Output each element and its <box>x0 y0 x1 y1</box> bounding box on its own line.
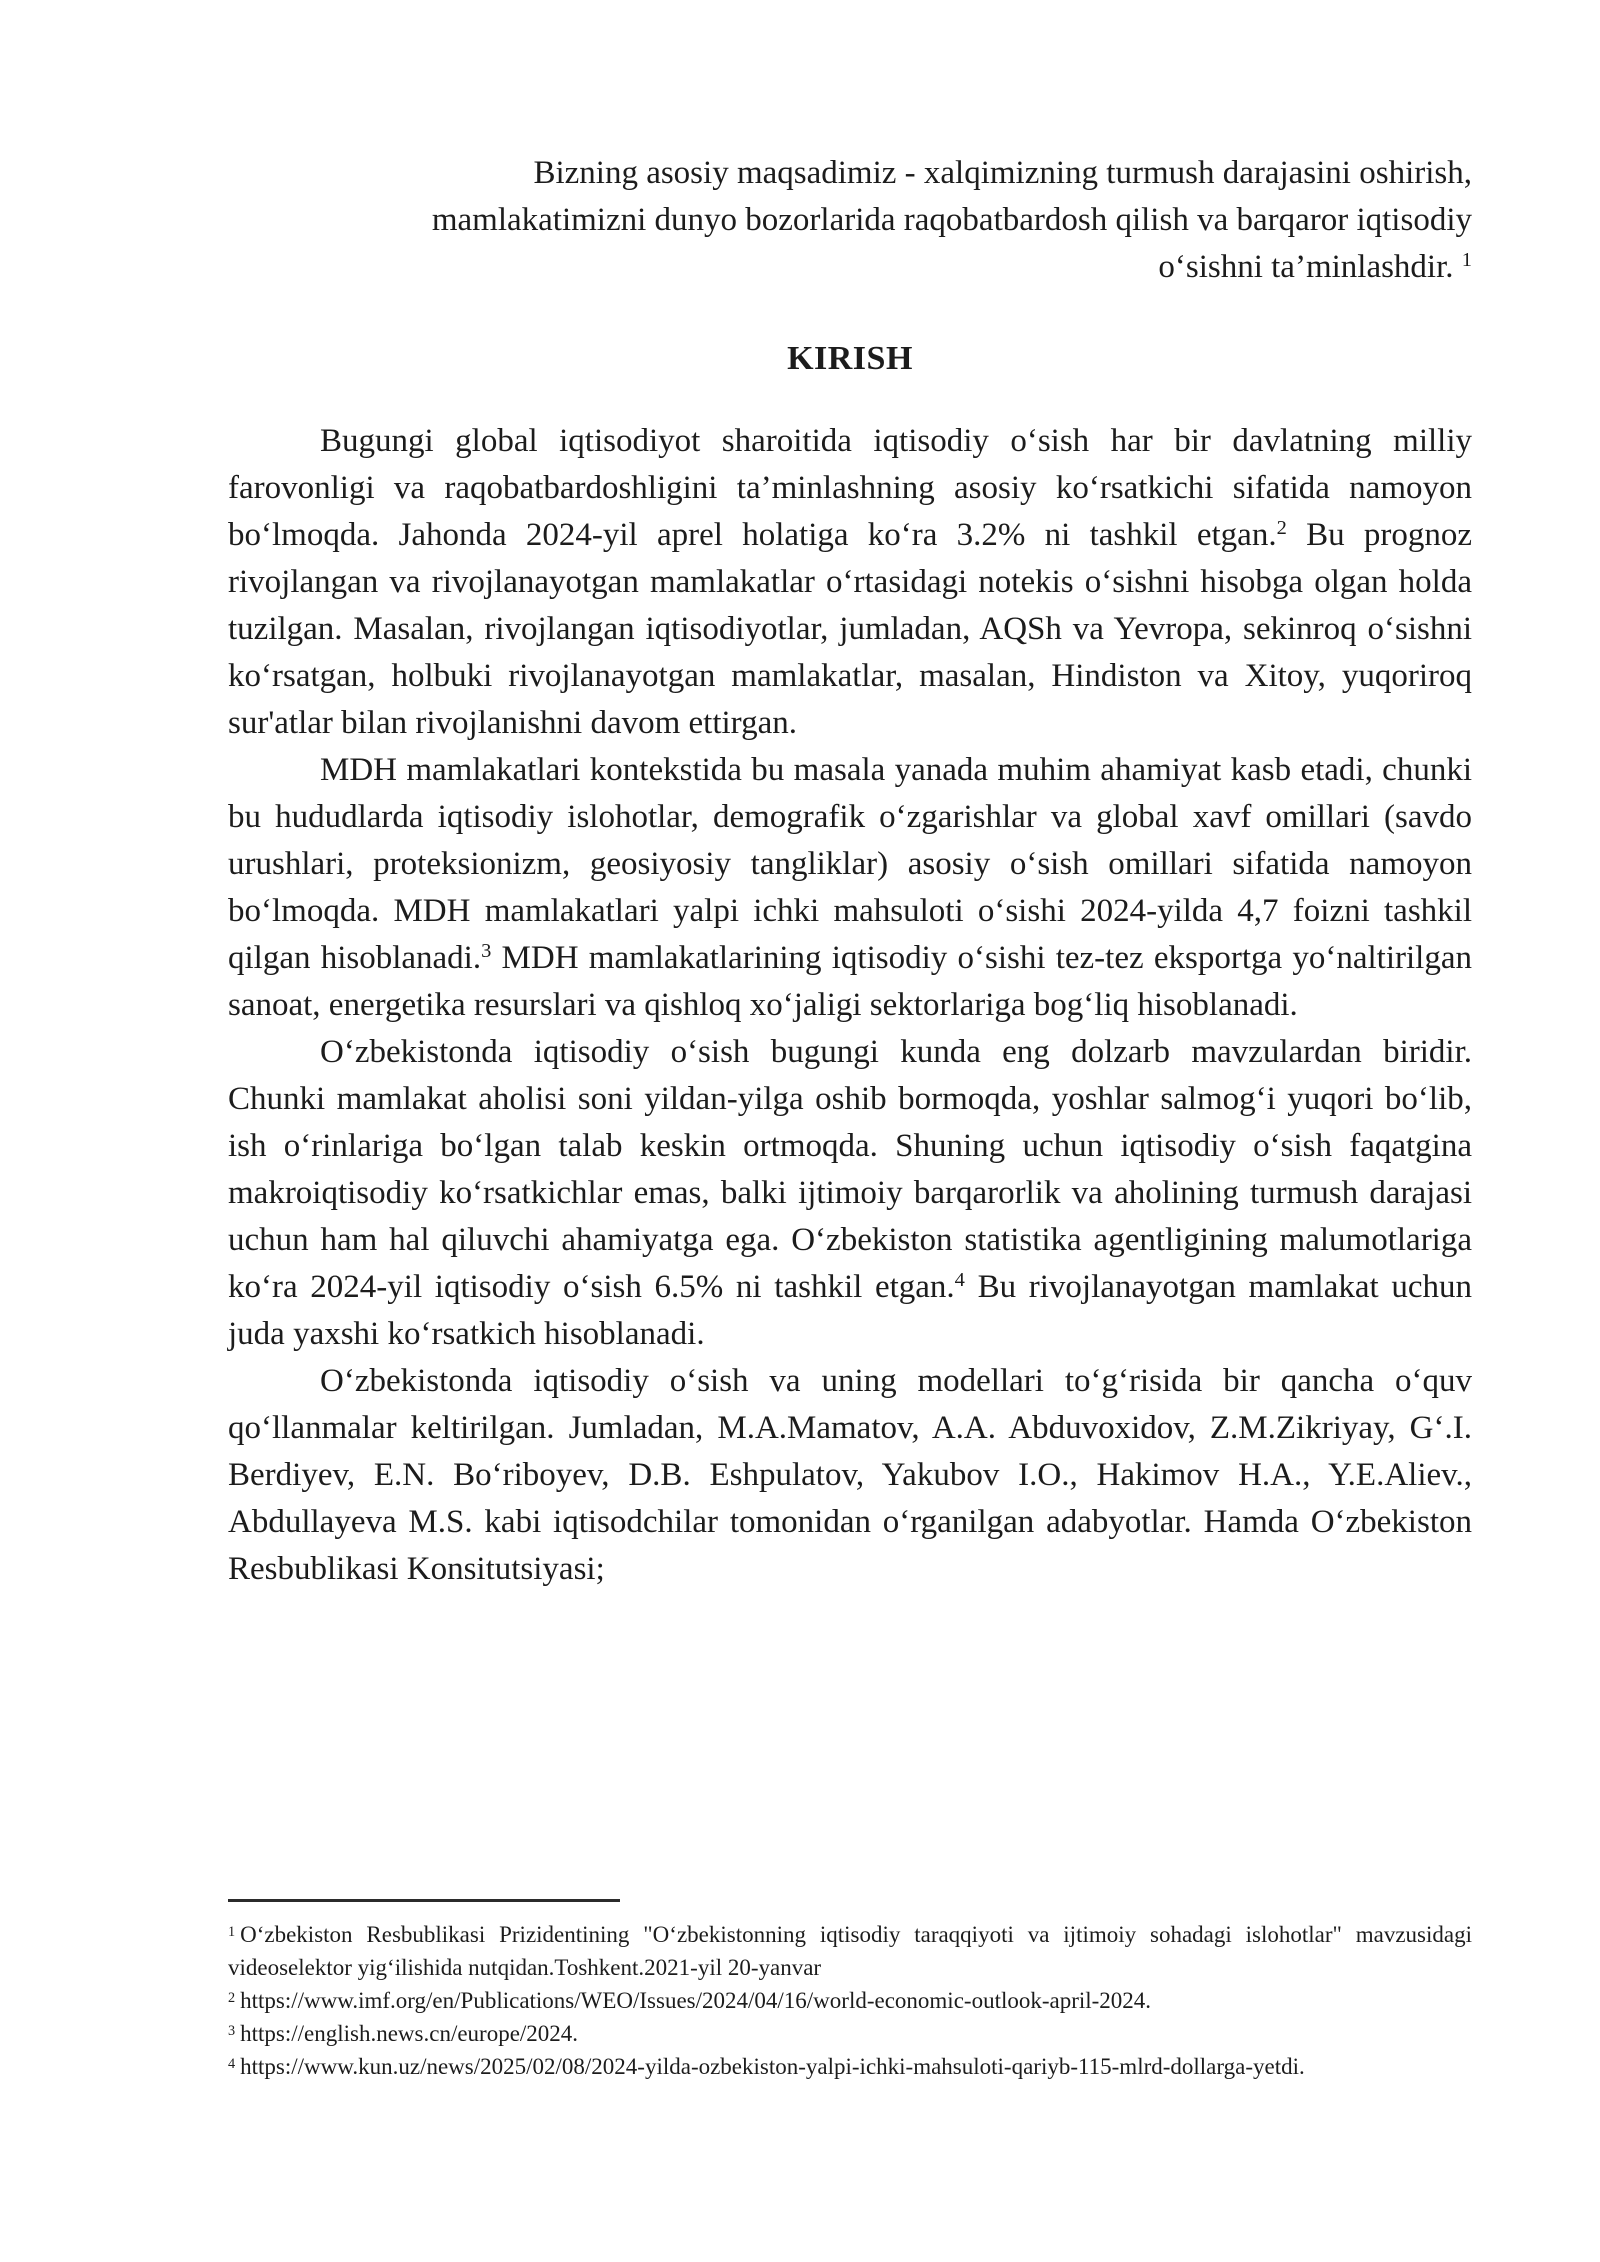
footnote-separator-rule <box>228 1899 620 1902</box>
epigraph-quote <box>228 150 1472 291</box>
footnote-2-url: https://www.imf.org/en/Publications/WEO/Issues/2024/04/16/world-economic-outlook-april-2024. <box>240 1988 1152 2013</box>
paragraph-3-text: O‘zbekistonda iqtisodiy o‘sish bugungi kunda eng dolzarb mavzulardan biridir. Chunki mamlakat aholisi soni yildan-yilga oshib bormoqda, yoshlar salmog‘i yuqori bo‘lib, ish o‘rinlariga bo‘lgan talab keskin ortmoqda. Shuning uchun iqtisodiy o‘sish faqatgina makroiqtisodiy ko‘rsatkichlar emas, balki ijtimoiy barqarorlik va aholining turmush darajasi uchun ham hal qiluvchi ahamiyatga ega. O‘zbekiston statistika agentligining malumotlariga ko‘ra 2024-yil iqtisodiy o‘sish 6.5% ni tashkil etgan. <box>228 1034 1472 1305</box>
footnote-1-text: O‘zbekiston Resbublikasi Prizidentining "O‘zbekistonning iqtisodiy taraqqiyoti va ijtimoiy sohadagi islohotlar" mavzusidagi videoselektor yig‘ilishida nutqidan.Toshkent.2021-yil 20-yanvar <box>228 1922 1472 1980</box>
footnote-reference-3: 3 <box>481 939 492 962</box>
paragraph-3-text: Bu rivojlanayotgan mamlakat uchun juda yaxshi ko‘rsatkich hisoblanadi. <box>228 1269 1472 1352</box>
footnote-reference-2: 2 <box>1276 516 1287 539</box>
footnote-4 <box>228 2050 1472 2083</box>
paragraph-3 <box>228 1029 1472 1358</box>
footnotes-section <box>228 1899 1472 2083</box>
footnote-1-marker: 1 <box>228 1923 236 1940</box>
epigraph-line: Bizning asosiy maqsadimiz - xalqimizning turmush darajasini oshirish, <box>533 155 1472 191</box>
page-content <box>228 0 1472 1593</box>
paragraph-1-text: Bu prognoz rivojlangan va rivojlanayotgan mamlakatlar o‘rtasidagi notekis o‘sishni hisobga olgan holda tuzilgan. Masalan, rivojlangan iqtisodiyotlar, jumladan, AQSh va Yevropa, sekinroq o‘sishni ko‘rsatgan, holbuki rivojlanayotgan mamlakatlar, masalan, Hindiston va Xitoy, yuqoriroq sur'atlar bilan rivojlanishni davom ettirgan. <box>228 517 1472 741</box>
footnote-2 <box>228 1984 1472 2017</box>
footnote-3-marker: 3 <box>228 2022 236 2039</box>
paragraph-2-text: MDH mamlakatlari kontekstida bu masala yanada muhim ahamiyat kasb etadi, chunki bu hududlarda iqtisodiy islohotlar, demografik o‘zgarishlar va global xavf omillari (savdo urushlari, proteksionizm, geosiyosiy tangliklar) asosiy o‘sish omillari sifatida namoyon bo‘lmoqda. MDH mamlakatlari yalpi ichki mahsuloti o‘sishi 2024-yilda 4,7 foizni tashkil qilgan hisoblanadi. <box>228 752 1472 976</box>
footnote-reference-1: 1 <box>1461 248 1472 271</box>
footnote-4-url: https://www.kun.uz/news/2025/02/08/2024-yilda-ozbekiston-yalpi-ichki-mahsuloti-qariyb-115-mlrd-dollarga-yetdi. <box>240 2054 1305 2079</box>
epigraph-line <box>228 244 1472 291</box>
paragraph-4: O‘zbekistonda iqtisodiy o‘sish va uning modellari to‘g‘risida bir qancha o‘quv qo‘llanmalar keltirilgan. Jumladan, M.A.Mamatov, A.A. Abduvoxidov, Z.M.Zikriyay, G‘.I. Berdiyev, E.N. Bo‘riboyev, D.B. Eshpulatov, Yakubov I.O., Hakimov H.A., Y.E.Aliev., Abdullayeva M.S. kabi iqtisodchilar tomonidan o‘rganilgan adabyotlar. Hamda O‘zbekiston Resbublikasi Konsitutsiyasi; <box>228 1363 1472 1587</box>
paragraph-2-text: MDH mamlakatlarining iqtisodiy o‘sishi tez-tez eksportga yo‘naltirilgan sanoat, energetika resurslari va qishloq xo‘jaligi sektorlariga bog‘liq hisoblanadi. <box>228 940 1472 1023</box>
footnote-4-marker: 4 <box>228 2055 236 2072</box>
footnote-reference-4: 4 <box>954 1268 965 1291</box>
epigraph-line: mamlakatimizni dunyo bozorlarida raqobatbardosh qilish va barqaror iqtisodiy <box>431 202 1472 238</box>
footnote-2-marker: 2 <box>228 1989 236 2006</box>
epigraph-line-text: o‘sishni ta’minlashdir. <box>1158 249 1462 285</box>
footnote-3 <box>228 2017 1472 2050</box>
paragraph-2 <box>228 747 1472 1029</box>
body-text <box>228 418 1472 1593</box>
footnote-3-url: https://english.news.cn/europe/2024. <box>240 2021 579 2046</box>
paragraph-1-text: Bugungi global iqtisodiyot sharoitida iqtisodiy o‘sish har bir davlatning milliy farovonligi va raqobatbardoshligini ta’minlashning asosiy ko‘rsatkichi sifatida namoyon bo‘lmoqda. Jahonda 2024-yil aprel holatiga ko‘ra 3.2% ni tashkil etgan. <box>228 423 1472 553</box>
paragraph-1 <box>228 418 1472 747</box>
footnote-1 <box>228 1918 1472 1984</box>
section-heading-kirish: KIRISH <box>787 340 913 377</box>
